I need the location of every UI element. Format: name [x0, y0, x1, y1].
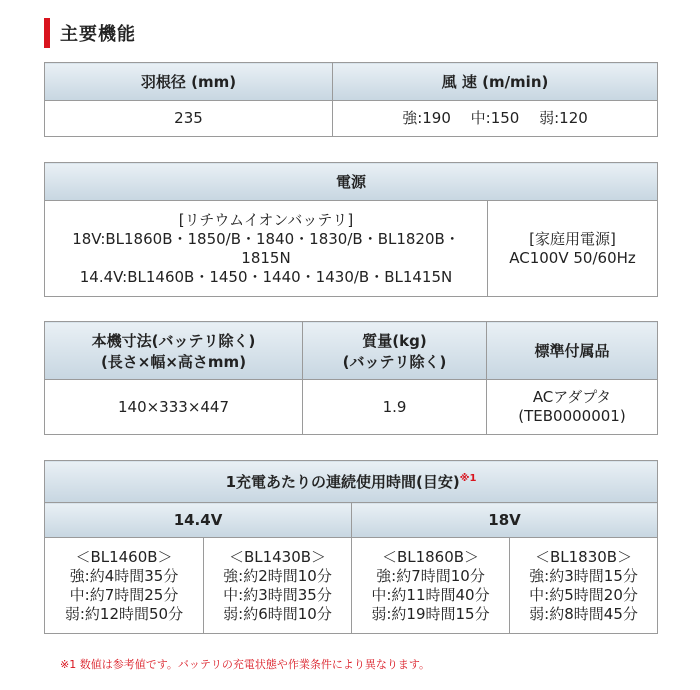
battery-line-18v-cont: 1815N	[241, 248, 291, 267]
battery-name: ＜BL1430B＞	[228, 547, 327, 566]
battery-runtime-cell	[352, 538, 510, 634]
runtime-mid: 中:約5時間20分	[529, 585, 638, 604]
ac-label: [家庭用電源]	[529, 229, 616, 248]
section-title: 主要機能	[60, 24, 136, 45]
runtime-weak: 弱:約19時間15分	[371, 604, 490, 623]
battery-runtime-cell	[510, 538, 658, 634]
runtime-strong: 強:約3時間15分	[529, 566, 638, 585]
ac-cell	[488, 201, 658, 297]
blade-diameter-value: 235	[45, 101, 333, 137]
runtime-mid: 中:約3時間35分	[223, 585, 332, 604]
voltage-group-18v: 18V	[352, 503, 658, 538]
runtime-strong: 強:約2時間10分	[223, 566, 332, 585]
runtime-header	[45, 461, 658, 503]
battery-cell	[45, 201, 488, 297]
runtime-mid: 中:約11時間40分	[371, 585, 490, 604]
blade-diameter-header: 羽根径 (mm)	[45, 63, 333, 101]
spec-table	[44, 62, 658, 137]
dims-header	[45, 322, 303, 380]
power-header: 電源	[45, 163, 658, 201]
battery-runtime-cell	[204, 538, 352, 634]
wind-speed-header: 風 速 (m/min)	[333, 63, 658, 101]
battery-line-18v: 18V:BL1860B・1850/B・1840・1830/B・BL1820B・	[72, 229, 460, 248]
runtime-strong: 強:約4時間35分	[69, 566, 179, 585]
accessories-header: 標準付属品	[487, 322, 658, 380]
wind-speed-value: 強:190 中:150 弱:120	[333, 101, 658, 137]
battery-runtime-cell	[45, 538, 204, 634]
section-heading	[44, 18, 136, 48]
battery-label: [リチウムイオンバッテリ]	[178, 210, 354, 229]
voltage-group-14v: 14.4V	[45, 503, 352, 538]
dims-value: 140×333×447	[45, 380, 303, 435]
dims-header-line2: (長さ×幅×高さmm)	[100, 352, 247, 371]
runtime-mid: 中:約7時間25分	[69, 585, 179, 604]
runtime-weak: 弱:約12時間50分	[64, 604, 184, 623]
battery-line-14v: 14.4V:BL1460B・1450・1440・1430/B・BL1415N	[79, 267, 453, 286]
battery-name: ＜BL1830B＞	[534, 547, 633, 566]
accessories-value	[487, 380, 658, 435]
heading-accent-bar	[44, 18, 50, 48]
mass-header	[303, 322, 487, 380]
runtime-note-mark: ※1	[459, 473, 477, 484]
ac-value: AC100V 50/60Hz	[509, 248, 636, 267]
runtime-header-text: 1充電あたりの連続使用時間(目安)	[225, 473, 460, 491]
mass-header-line2: (バッテリ除く)	[342, 352, 447, 371]
footnote: ※1 数値は参考値です。バッテリの充電状態や作業条件により異なります。	[60, 658, 430, 671]
battery-name: ＜BL1860B＞	[381, 547, 480, 566]
dims-header-line1: 本機寸法(バッテリ除く)	[91, 331, 256, 350]
runtime-table	[44, 460, 658, 634]
runtime-weak: 弱:約8時間45分	[529, 604, 638, 623]
mass-header-line1: 質量(kg)	[362, 331, 427, 350]
runtime-strong: 強:約7時間10分	[376, 566, 485, 585]
accessories-line1: ACアダプタ	[532, 388, 612, 406]
runtime-weak: 弱:約6時間10分	[223, 604, 332, 623]
battery-name: ＜BL1460B＞	[75, 547, 173, 566]
mass-value: 1.9	[303, 380, 487, 435]
dims-table	[44, 321, 658, 435]
accessories-line2: (TEB0000001)	[518, 407, 626, 425]
power-table	[44, 162, 658, 297]
